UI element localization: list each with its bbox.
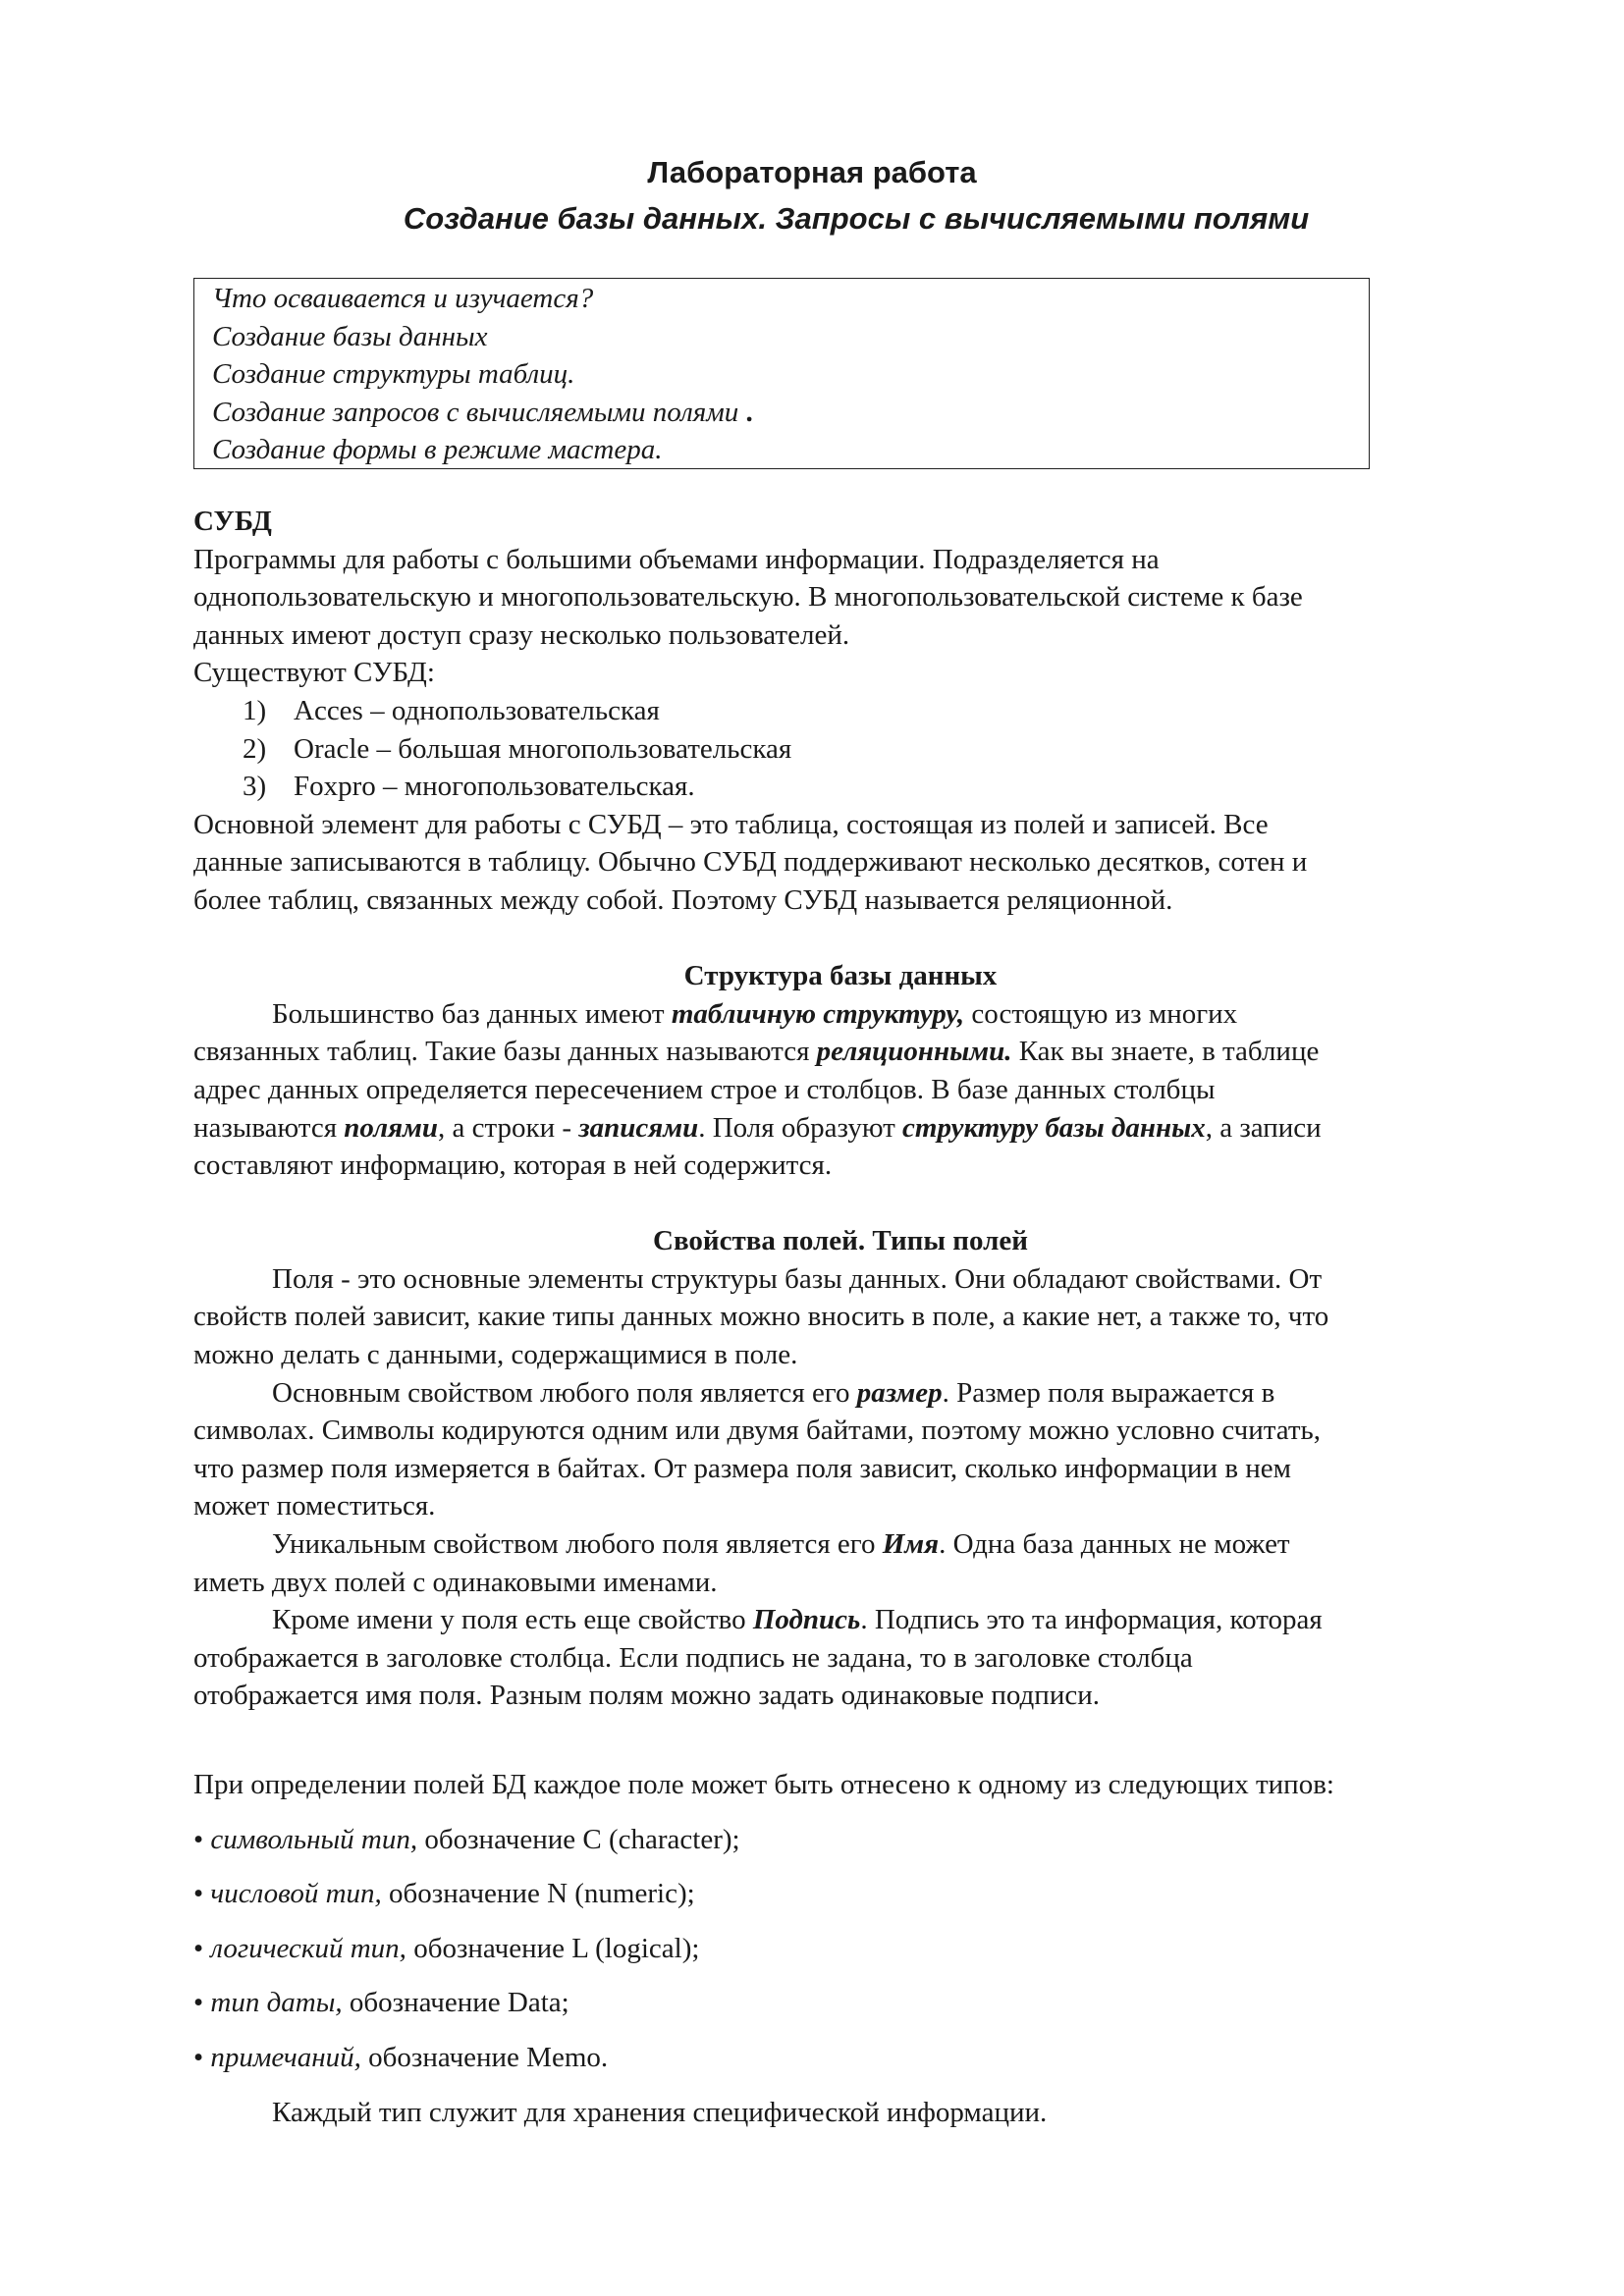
emphasis: структуру базы данных	[902, 1111, 1206, 1144]
types-intro: При определении полей БД каждое поле может быть отнесено к одному из следующих типов:	[193, 1769, 1334, 1800]
list-item: • примечаний, обозначение Memo.	[193, 2041, 609, 2073]
list-item: • символьный тип, обозначение С (character);	[193, 1823, 740, 1855]
paragraph-line: может поместиться.	[193, 1490, 436, 1522]
paragraph-line: Основной элемент для работы с СУБД – это таблица, состоящая из полей и записей. Все	[193, 808, 1269, 840]
list-number: 1)	[243, 694, 267, 726]
paragraph-line: Уникальным свойством любого поля является его Имя. Одна база данных не может	[272, 1528, 1290, 1561]
paragraph-line: иметь двух полей с одинаковыми именами.	[193, 1566, 718, 1598]
paragraph-line: можно делать с данными, содержащимися в поле.	[193, 1339, 798, 1371]
objective-line: Создание формы в режиме мастера.	[212, 434, 663, 465]
paragraph-line: данных имеют доступ сразу несколько пользователей.	[193, 618, 850, 651]
bullet-icon: •	[193, 1932, 204, 1964]
document-title: Лабораторная работа	[647, 155, 977, 189]
type-name: числовой тип,	[210, 1878, 382, 1910]
list-number: 2)	[243, 732, 267, 765]
paragraph-line: что размер поля измеряется в байтах. От размера поля зависит, сколько информации в нем	[193, 1452, 1292, 1484]
paragraph-line: Основным свойством любого поля является его размер. Размер поля выражается в	[272, 1376, 1275, 1409]
list-item: • логический тип, обозначение L (logical);	[193, 1932, 700, 1964]
emphasis: записями	[578, 1111, 699, 1144]
bullet-icon: •	[193, 2041, 204, 2073]
emphasis: размер	[856, 1376, 943, 1409]
emphasis: табличную структуру,	[671, 997, 965, 1030]
bullet-icon: •	[193, 1987, 204, 2019]
paragraph-line: отображается имя поля. Разным полям можно задать одинаковые подписи.	[193, 1680, 1100, 1712]
paragraph-line: данные записываются в таблицу. Обычно СУБД поддерживают несколько десятков, сотен и	[193, 846, 1308, 879]
list-item	[193, 730, 1529, 769]
paragraph-line: адрес данных определяется пересечением строе и столбцов. В базе данных столбцы	[193, 1073, 1216, 1105]
paragraph-line: называются полями, а строки - записями. Поля образуют структуру базы данных, а записи	[193, 1111, 1322, 1144]
emphasis: полями	[344, 1111, 439, 1144]
list-text: Oracle – большая многопользовательская	[294, 732, 792, 765]
paragraph-line: Существуют СУБД:	[193, 657, 435, 689]
list-item: • тип даты, обозначение Data;	[193, 1987, 569, 2019]
type-name: тип даты,	[210, 1987, 343, 2019]
closing-line: Каждый тип служит для хранения специфической информации.	[272, 2096, 1048, 2128]
document-subtitle: Создание базы данных. Запросы с вычисляемыми полями	[403, 201, 1310, 236]
type-name: логический тип,	[210, 1932, 406, 1964]
objective-line: Создание структуры таблиц.	[212, 358, 575, 390]
type-name: примечаний,	[210, 2041, 361, 2073]
paragraph-line: Кроме имени у поля есть еще свойство Подпись. Подпись это та информация, которая	[272, 1604, 1323, 1636]
emphasis: реляционными.	[816, 1036, 1012, 1068]
bullet-icon: •	[193, 1823, 204, 1855]
objective-line: Создание базы данных	[212, 320, 488, 352]
paragraph-line: более таблиц, связанных между собой. Поэтому СУБД называется реляционной.	[193, 883, 1173, 916]
bullet-icon: •	[193, 1878, 204, 1910]
objective-dot: .	[745, 396, 753, 428]
paragraph-line: Большинство баз данных имеют табличную структуру, состоящую из многих	[272, 997, 1238, 1030]
paragraph-line: символах. Символы кодируются одним или двумя байтами, поэтому можно условно считать,	[193, 1415, 1322, 1447]
paragraph-line: Программы для работы с большими объемами информации. Подразделяется на	[193, 543, 1160, 575]
document-body	[193, 503, 1529, 2131]
list-item	[193, 692, 1529, 730]
emphasis: Имя	[882, 1528, 940, 1561]
objectives-box	[193, 278, 1370, 469]
paragraph-line: составляют информацию, которая в ней содержится.	[193, 1149, 833, 1182]
objective-text: Создание запросов с вычисляемыми полями	[212, 396, 739, 428]
paragraph-line: отображается в заголовке столбца. Если подпись не задана, то в заголовке столбца	[193, 1641, 1193, 1674]
objective-line: Что осваивается и изучается?	[212, 283, 594, 314]
paragraph-line: свойств полей зависит, какие типы данных можно вносить в поле, а какие нет, а также то, что	[193, 1301, 1329, 1333]
type-name: символьный тип,	[210, 1823, 418, 1855]
list-item: • числовой тип, обозначение N (numeric);	[193, 1878, 695, 1910]
section-heading-structure: Структура базы данных	[683, 960, 998, 992]
section-heading-dbms: СУБД	[193, 506, 272, 537]
emphasis: Подпись	[752, 1604, 861, 1636]
paragraph-line: однопользовательскую и многопользовательскую. В многопользовательской системе к базе	[193, 581, 1303, 614]
objective-line	[212, 394, 1369, 432]
list-text: Foxpro – многопользовательская.	[294, 771, 695, 803]
list-number: 3)	[243, 771, 267, 803]
list-item	[193, 768, 1529, 806]
paragraph-line: Поля - это основные элементы структуры базы данных. Они обладают свойствами. От	[272, 1262, 1323, 1295]
section-heading-props: Свойства полей. Типы полей	[653, 1225, 1028, 1257]
paragraph-line: связанных таблиц. Такие базы данных называются реляционными. Как вы знаете, в таблице	[193, 1036, 1320, 1068]
list-text: Acces – однопользовательская	[294, 694, 660, 726]
